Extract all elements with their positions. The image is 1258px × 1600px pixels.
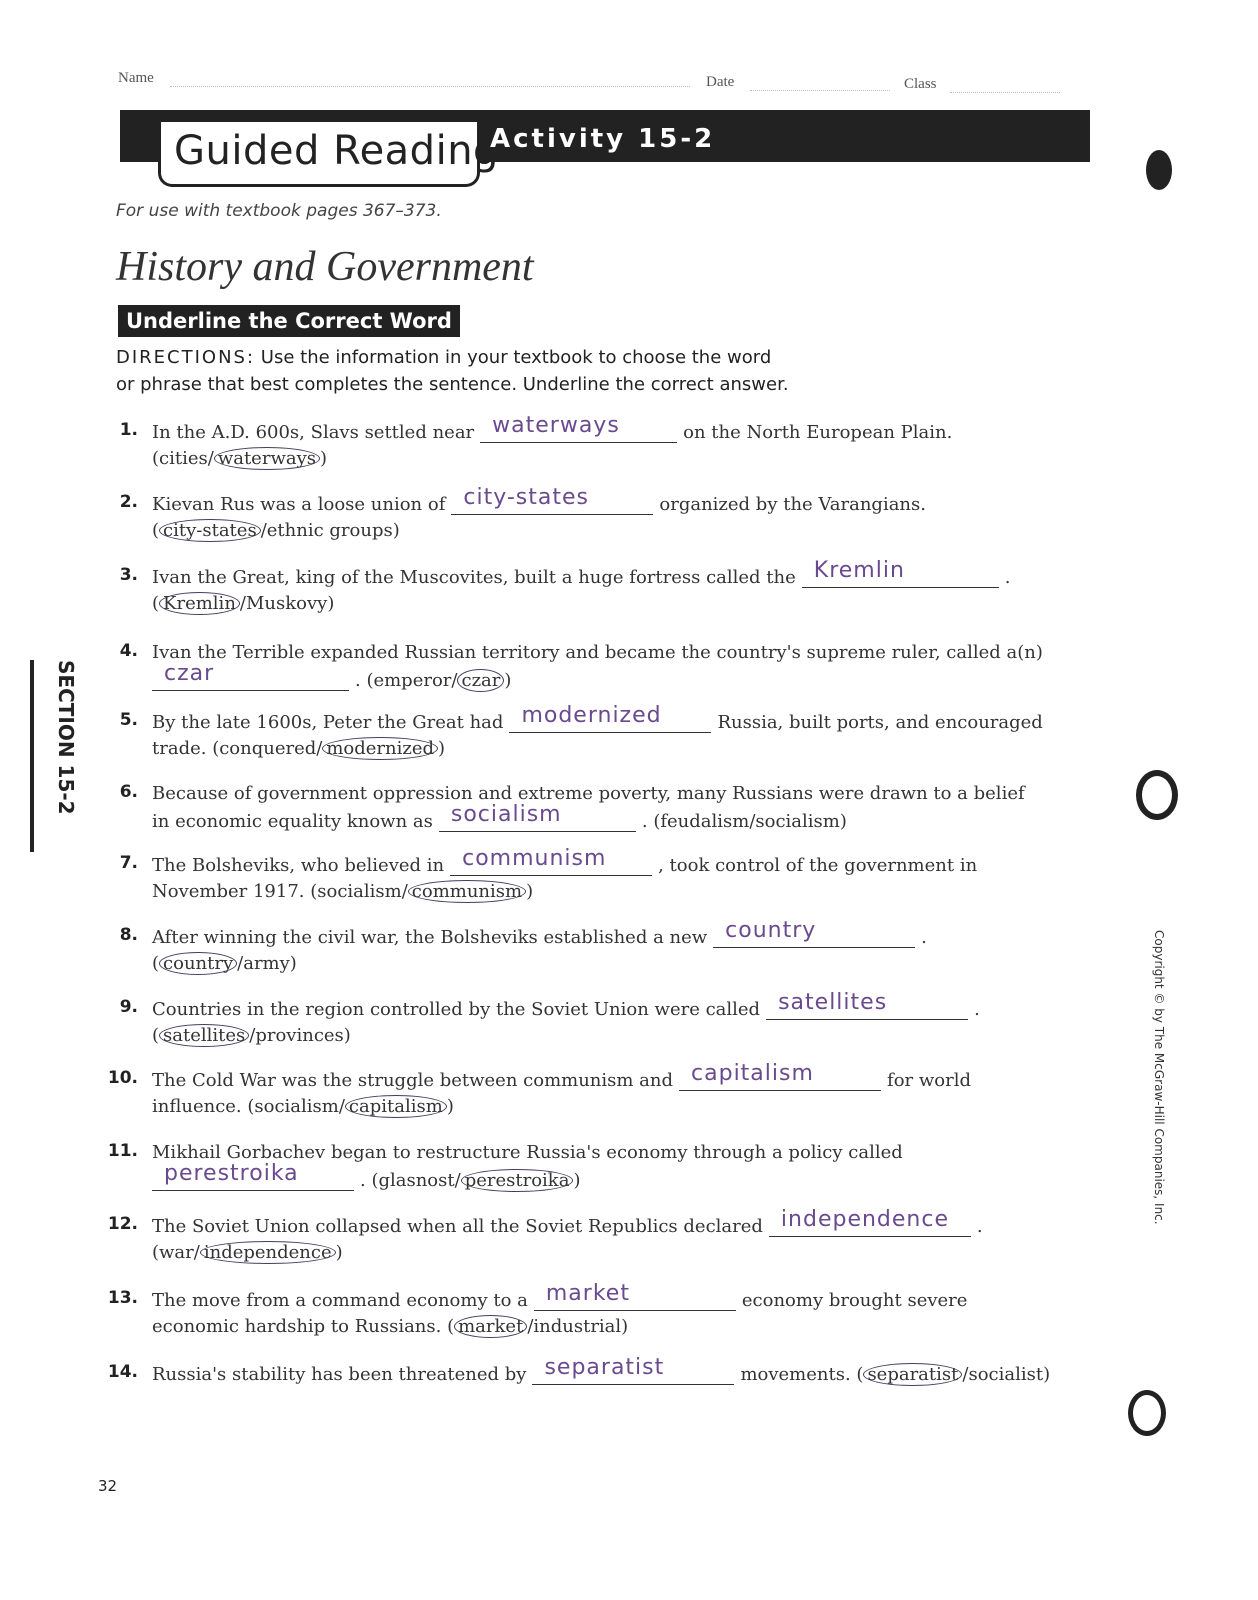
worksheet-title: Guided Reading bbox=[174, 128, 499, 174]
answer-blank[interactable] bbox=[450, 846, 652, 876]
question-text-end: , took control of the government in bbox=[658, 855, 978, 876]
question-number: 5. bbox=[119, 710, 138, 730]
question-text-end: . (emperor/ bbox=[355, 670, 458, 691]
options-rest: /socialist) bbox=[962, 1364, 1051, 1385]
options-rest: /provinces) bbox=[249, 1025, 351, 1046]
section-title: History and Government bbox=[116, 244, 534, 290]
options-open: influence. (socialism/ bbox=[152, 1096, 345, 1117]
options-rest: ) bbox=[320, 448, 328, 469]
handwritten-answer: waterways bbox=[492, 413, 620, 438]
circled-option[interactable]: modernized bbox=[322, 737, 438, 760]
binder-hole-top bbox=[1146, 150, 1172, 190]
answer-blank[interactable] bbox=[439, 802, 636, 832]
question-number: 11. bbox=[107, 1141, 138, 1161]
options-open: November 1917. (socialism/ bbox=[152, 881, 408, 902]
answer-blank[interactable] bbox=[451, 485, 653, 515]
answer-blank[interactable] bbox=[679, 1061, 881, 1091]
question-text-end: . bbox=[976, 1216, 983, 1237]
question-number: 10. bbox=[107, 1068, 138, 1088]
options-rest: ) bbox=[504, 670, 512, 691]
answer-blank[interactable] bbox=[534, 1281, 736, 1311]
page-number: 32 bbox=[98, 1477, 118, 1495]
directions bbox=[116, 344, 846, 398]
options-rest: ) bbox=[573, 1170, 581, 1191]
options-rest: /Muskovy) bbox=[239, 593, 335, 614]
answer-blank[interactable] bbox=[532, 1355, 734, 1385]
options-rest: /ethnic groups) bbox=[260, 520, 400, 541]
question-text-end: for world bbox=[887, 1070, 971, 1091]
question-text: The move from a command economy to a bbox=[152, 1290, 528, 1311]
activity-label: Activity 15-2 bbox=[490, 124, 716, 154]
handwritten-answer: separatist bbox=[544, 1355, 665, 1380]
question-text-2: in economic equality known as bbox=[152, 811, 433, 832]
question-number: 12. bbox=[107, 1214, 138, 1234]
options-open: ( bbox=[152, 1025, 160, 1046]
handwritten-answer: capitalism bbox=[691, 1061, 814, 1086]
circled-option[interactable]: market bbox=[454, 1315, 527, 1338]
question-text: Because of government oppression and extreme poverty, many Russians were drawn to a belief bbox=[152, 783, 1025, 804]
question-text: By the late 1600s, Peter the Great had bbox=[152, 712, 504, 733]
options-open: ( bbox=[152, 593, 160, 614]
question-text-end: . bbox=[1004, 567, 1011, 588]
circled-option[interactable]: capitalism bbox=[345, 1095, 447, 1118]
directions-text-1: Use the information in your textbook to choose the word bbox=[260, 347, 772, 368]
handwritten-answer: perestroika bbox=[164, 1161, 299, 1186]
circled-option[interactable]: communism bbox=[408, 880, 526, 903]
handwritten-answer: Kremlin bbox=[813, 558, 905, 583]
question-text-end: organized by the Varangians. bbox=[659, 494, 926, 515]
question-number: 6. bbox=[119, 782, 138, 802]
handwritten-answer: czar bbox=[164, 661, 215, 686]
question-text: Ivan the Great, king of the Muscovites, built a huge fortress called the bbox=[152, 567, 796, 588]
question-number: 3. bbox=[119, 565, 138, 585]
handwritten-answer: market bbox=[545, 1281, 630, 1306]
question-number: 14. bbox=[107, 1362, 138, 1382]
handwritten-answer: independence bbox=[780, 1207, 949, 1232]
answer-blank[interactable] bbox=[509, 703, 711, 733]
class-line[interactable] bbox=[950, 92, 1060, 93]
binder-hole-middle bbox=[1136, 770, 1178, 820]
options-rest: ) bbox=[446, 1096, 454, 1117]
textbook-pages-note: For use with textbook pages 367–373. bbox=[116, 201, 442, 221]
options-open: trade. (conquered/ bbox=[152, 738, 323, 759]
question-text: Ivan the Terrible expanded Russian territory and became the country's supreme ruler, called a(n) bbox=[152, 642, 1043, 663]
handwritten-answer: city-states bbox=[463, 485, 589, 510]
question-text-end: . (glasnost/ bbox=[360, 1170, 461, 1191]
handwritten-answer: satellites bbox=[778, 990, 888, 1015]
handwritten-answer: modernized bbox=[521, 703, 662, 728]
answer-blank[interactable] bbox=[769, 1207, 971, 1237]
question-number: 4. bbox=[119, 641, 138, 661]
question-text-end: . bbox=[921, 927, 927, 948]
section-side-tab bbox=[30, 660, 90, 852]
options-open: ( bbox=[152, 953, 160, 974]
circled-option[interactable]: independence bbox=[200, 1241, 336, 1264]
options-rest: ) bbox=[526, 881, 534, 902]
question-text: The Bolsheviks, who believed in bbox=[152, 855, 445, 876]
circled-option[interactable]: waterways bbox=[214, 447, 320, 470]
circled-option[interactable]: Kremlin bbox=[159, 592, 240, 615]
question-text-end: movements. ( bbox=[740, 1364, 864, 1385]
question-text-end: . (feudalism/socialism) bbox=[641, 811, 847, 832]
date-line[interactable] bbox=[750, 90, 890, 91]
question-number: 8. bbox=[119, 925, 138, 945]
question-text: Russia's stability has been threatened by bbox=[152, 1364, 527, 1385]
name-line[interactable] bbox=[170, 86, 690, 87]
options-rest: ) bbox=[335, 1242, 343, 1263]
circled-option[interactable]: separatist bbox=[863, 1363, 962, 1386]
circled-option[interactable]: country bbox=[159, 952, 237, 975]
side-tab-label: SECTION 15-2 bbox=[54, 660, 78, 815]
directions-text-2: or phrase that best completes the sentence. Underline the correct answer. bbox=[116, 374, 789, 395]
question-text-end: Russia, built ports, and encouraged bbox=[717, 712, 1043, 733]
answer-blank[interactable] bbox=[152, 661, 349, 691]
question-text: In the A.D. 600s, Slavs settled near bbox=[152, 422, 475, 443]
circled-option[interactable]: satellites bbox=[159, 1024, 249, 1047]
question-text: The Soviet Union collapsed when all the Soviet Republics declared bbox=[152, 1216, 763, 1237]
question-number: 1. bbox=[119, 420, 138, 440]
question-text: Kievan Rus was a loose union of bbox=[152, 494, 446, 515]
date-label: Date bbox=[706, 74, 735, 90]
class-label: Class bbox=[904, 76, 937, 92]
question-text: After winning the civil war, the Bolsheviks established a new bbox=[152, 927, 708, 948]
options-rest: ) bbox=[438, 738, 446, 759]
question-text: The Cold War was the struggle between communism and bbox=[152, 1070, 674, 1091]
copyright-notice: Copyright © by The McGraw-Hill Companies, Inc. bbox=[1152, 930, 1166, 1225]
question-number: 9. bbox=[119, 997, 138, 1017]
options-rest: /industrial) bbox=[527, 1316, 629, 1337]
options-open: ( bbox=[152, 520, 160, 541]
circled-option[interactable]: city-states bbox=[159, 519, 261, 542]
options-open: (cities/ bbox=[152, 448, 214, 469]
question-text: Countries in the region controlled by the Soviet Union were called bbox=[152, 999, 761, 1020]
sub-banner: Underline the Correct Word bbox=[118, 305, 460, 337]
answer-blank[interactable] bbox=[802, 558, 999, 588]
answer-blank[interactable] bbox=[480, 413, 677, 443]
binder-hole-bottom bbox=[1128, 1390, 1166, 1436]
options-open: (war/ bbox=[152, 1242, 200, 1263]
handwritten-answer: socialism bbox=[450, 802, 562, 827]
options-rest: /army) bbox=[237, 953, 297, 974]
question-number: 7. bbox=[119, 853, 138, 873]
circled-option[interactable]: czar bbox=[457, 669, 504, 692]
question-number: 13. bbox=[107, 1288, 138, 1308]
side-tab-bar bbox=[30, 660, 34, 852]
answer-blank[interactable] bbox=[152, 1161, 354, 1191]
question-text-end: . bbox=[974, 999, 980, 1020]
question-number: 2. bbox=[119, 492, 138, 512]
answer-blank[interactable] bbox=[766, 990, 968, 1020]
circled-option[interactable]: perestroika bbox=[461, 1169, 574, 1192]
directions-label: DIRECTIONS: bbox=[116, 347, 256, 368]
name-label: Name bbox=[118, 70, 154, 86]
question-text: Mikhail Gorbachev began to restructure Russia's economy through a policy called bbox=[152, 1142, 903, 1163]
options-open: economic hardship to Russians. ( bbox=[152, 1316, 455, 1337]
question-text-end: on the North European Plain. bbox=[683, 422, 953, 443]
handwritten-answer: country bbox=[725, 918, 817, 943]
handwritten-answer: communism bbox=[462, 846, 607, 871]
answer-blank[interactable] bbox=[713, 918, 915, 948]
question-text-end: economy brought severe bbox=[741, 1290, 968, 1311]
